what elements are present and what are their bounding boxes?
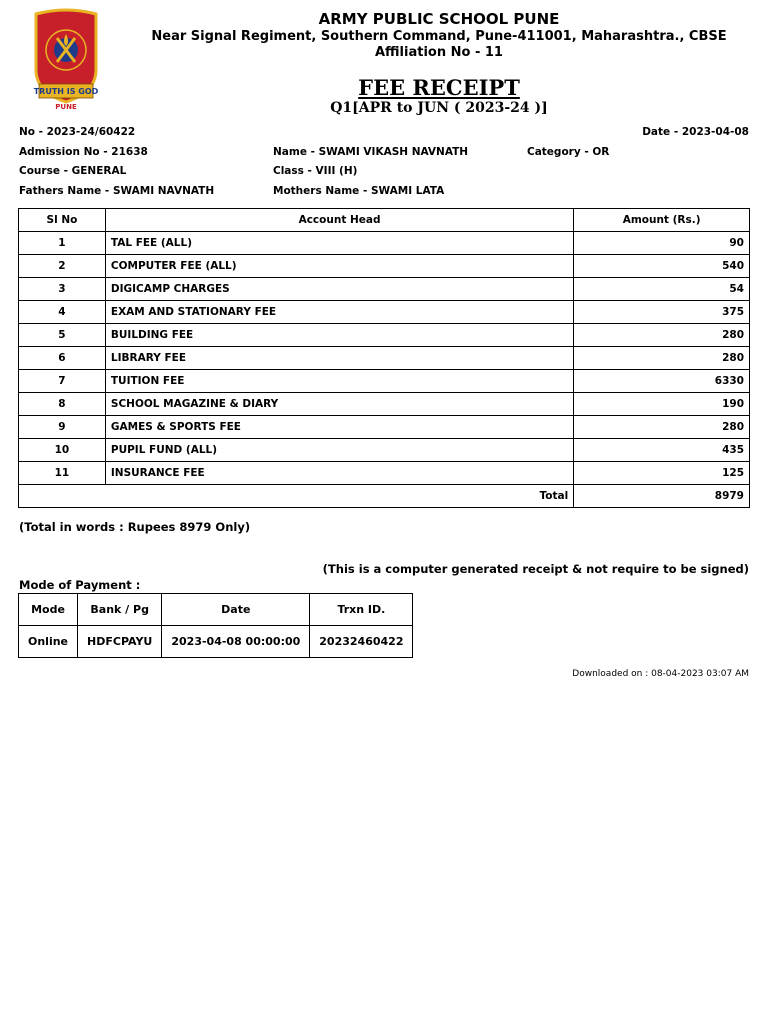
- receipt-title: FEE RECEIPT: [358, 75, 520, 100]
- fee-sl-no: 7: [19, 370, 106, 393]
- computer-generated-note: (This is a computer generated receipt & not require to be signed): [322, 562, 749, 576]
- fee-amount: 6330: [574, 370, 750, 393]
- fee-account-head: PUPIL FUND (ALL): [105, 439, 573, 462]
- fee-row: [19, 278, 750, 301]
- fee-amount: 280: [574, 347, 750, 370]
- course: Course - GENERAL: [19, 165, 127, 177]
- class: Class - VIII (H): [273, 165, 358, 177]
- total-in-words: (Total in words : Rupees 8979 Only): [19, 520, 251, 534]
- fee-amount: 90: [574, 232, 750, 255]
- student-name: Name - SWAMI VIKASH NAVNATH: [273, 146, 469, 158]
- fee-account-head: DIGICAMP CHARGES: [105, 278, 573, 301]
- category: Category - OR: [527, 146, 610, 158]
- fee-sl-no: 5: [19, 324, 106, 347]
- fee-sl-no: 10: [19, 439, 106, 462]
- fee-sl-no: 1: [19, 232, 106, 255]
- fee-sl-no: 4: [19, 301, 106, 324]
- pay-trxn: 20232460422: [310, 626, 413, 658]
- fee-account-head: LIBRARY FEE: [105, 347, 573, 370]
- pay-col-mode: Mode: [19, 594, 78, 626]
- fee-row: [19, 370, 750, 393]
- fee-amount: 540: [574, 255, 750, 278]
- fee-row: [19, 439, 750, 462]
- school-address: Near Signal Regiment, Southern Command, Pune-411001, Maharashtra., CBSE: [151, 29, 727, 44]
- fee-amount: 435: [574, 439, 750, 462]
- receipt-period: Q1[APR to JUN ( 2023-24 )]: [330, 100, 548, 116]
- fee-amount: 54: [574, 278, 750, 301]
- fee-row: [19, 393, 750, 416]
- fee-row: [19, 255, 750, 278]
- fee-sl-no: 2: [19, 255, 106, 278]
- fee-sl-no: 9: [19, 416, 106, 439]
- fee-sl-no: 3: [19, 278, 106, 301]
- col-amount: Amount (Rs.): [574, 209, 750, 232]
- pay-bank: HDFCPAYU: [78, 626, 162, 658]
- payment-row: [19, 626, 413, 658]
- payment-table: [18, 593, 413, 658]
- mother-name: Mothers Name - SWAMI LATA: [273, 185, 445, 197]
- fee-account-head: INSURANCE FEE: [105, 462, 573, 485]
- fee-amount: 125: [574, 462, 750, 485]
- fee-row: [19, 416, 750, 439]
- fee-row: [19, 232, 750, 255]
- fee-table: [18, 208, 750, 508]
- fee-account-head: SCHOOL MAGAZINE & DIARY: [105, 393, 573, 416]
- fee-table-header: [19, 209, 750, 232]
- admission-number: Admission No - 21638: [19, 146, 148, 158]
- fee-account-head: TUITION FEE: [105, 370, 573, 393]
- total-label: Total: [19, 485, 574, 508]
- pay-col-trxn: Trxn ID.: [310, 594, 413, 626]
- payment-header-row: [19, 594, 413, 626]
- pay-date: 2023-04-08 00:00:00: [162, 626, 310, 658]
- fee-account-head: COMPUTER FEE (ALL): [105, 255, 573, 278]
- pay-col-date: Date: [162, 594, 310, 626]
- affiliation-number: Affiliation No - 11: [375, 45, 503, 60]
- fee-sl-no: 11: [19, 462, 106, 485]
- receipt-date: Date - 2023-04-08: [642, 126, 749, 138]
- receipt-number: No - 2023-24/60422: [19, 126, 136, 138]
- pay-col-bank: Bank / Pg: [78, 594, 162, 626]
- payment-mode-title: Mode of Payment :: [19, 578, 141, 592]
- total-value: 8979: [574, 485, 750, 508]
- fee-account-head: EXAM AND STATIONARY FEE: [105, 301, 573, 324]
- fee-amount: 280: [574, 324, 750, 347]
- fee-account-head: GAMES & SPORTS FEE: [105, 416, 573, 439]
- col-sl-no: Sl No: [19, 209, 106, 232]
- crest-city: PUNE: [55, 103, 77, 111]
- fee-amount: 375: [574, 301, 750, 324]
- fee-amount: 280: [574, 416, 750, 439]
- school-name: ARMY PUBLIC SCHOOL PUNE: [318, 10, 560, 28]
- fee-row: [19, 301, 750, 324]
- fee-account-head: TAL FEE (ALL): [105, 232, 573, 255]
- col-account-head: Account Head: [105, 209, 573, 232]
- father-name: Fathers Name - SWAMI NAVNATH: [19, 185, 215, 197]
- total-row: [19, 485, 750, 508]
- fee-account-head: BUILDING FEE: [105, 324, 573, 347]
- fee-row: [19, 347, 750, 370]
- crest-motto: TRUTH IS GOD: [33, 87, 99, 96]
- pay-mode: Online: [19, 626, 78, 658]
- fee-sl-no: 8: [19, 393, 106, 416]
- fee-sl-no: 6: [19, 347, 106, 370]
- fee-row: [19, 324, 750, 347]
- downloaded-timestamp: Downloaded on : 08-04-2023 03:07 AM: [572, 669, 749, 679]
- fee-row: [19, 462, 750, 485]
- fee-amount: 190: [574, 393, 750, 416]
